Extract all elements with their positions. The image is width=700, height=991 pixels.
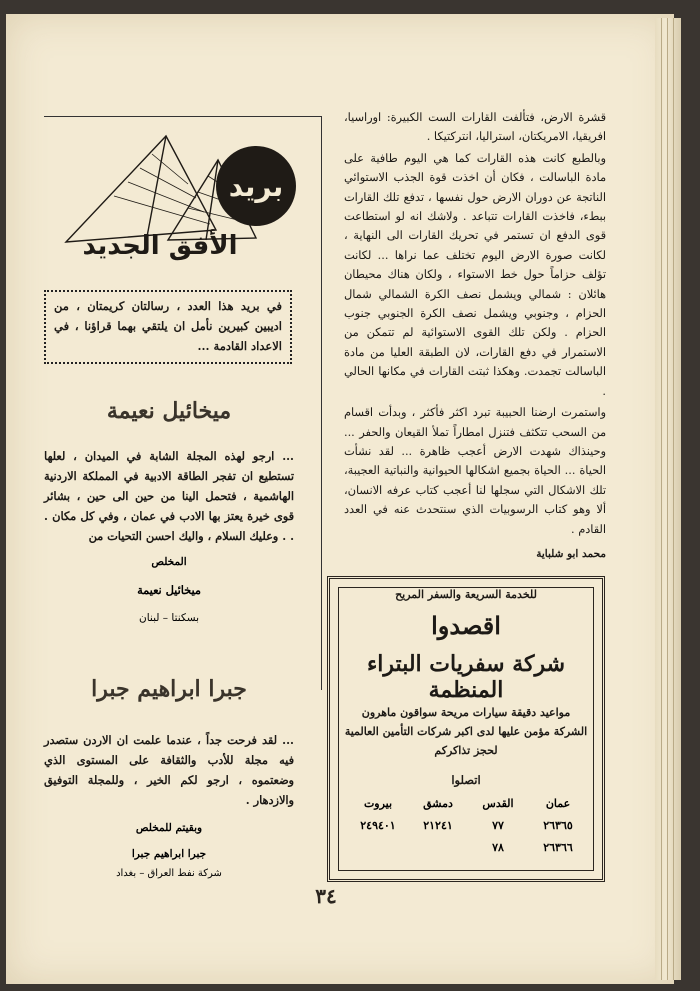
ad-body-text: مواعيد دقيقة سيارات مريحة سواقون ماهرون الشركة مؤمن عليها لدى اكبر شركات التأمين العالمية لحجز تذاكركم <box>344 706 588 757</box>
letter-heading-jabra: جبرا ابراهيم جبرا <box>91 676 247 702</box>
mail-intro-box: في بريد هذا العدد ، رسالتان كريمتان ، من اديبين كبيرين نأمل ان يلتقي بهما قراؤنا ، في الاعداد القادمة ... <box>44 290 292 364</box>
mail-section-logo <box>48 130 300 262</box>
phone-cell: ٧٨ <box>492 841 504 854</box>
article-paragraph: واستمرت ارضنا الحبيبة تبرد اكثر فأكثر ، وبدأت اقسام من السحب تتكثف فتنزل امطاراً تملأ القيعان والحفر ... وحينذاك شهدت الارض أعجب ظاهرة ... لقد نشأت الحياة ... الحياة بجميع اشكالها الحيوانية والنباتية العجيبة، تلك الاشكال التي سجلها لنا أعجب كتاب عرفه الانسان، ألا وهو كتاب الرسوبيات الذي سنتحدث عنه في العدد القادم . <box>344 406 606 536</box>
city-cell: بيروت <box>363 797 393 810</box>
phone-cell: ٢٦٣٦٥ <box>543 819 573 832</box>
table-row <box>348 841 588 863</box>
letter-heading-naimy: ميخائيل نعيمة <box>106 398 232 424</box>
article-paragraph: قشرة الارض، فتألفت القارات الست الكبيرة: اوراسيا، افريقيا، الامريكتان، استراليا، انتركتيكا . <box>344 111 606 144</box>
letter-closing: المخلص <box>151 556 187 568</box>
city-cell: القدس <box>482 797 514 810</box>
ad-contact-label: اتصلوا <box>451 773 481 787</box>
table-row <box>348 797 588 819</box>
article-author: محمد ابو شلباية <box>536 548 606 560</box>
logo-word-bareed: بريد <box>228 170 284 203</box>
phone-cell: ٢٦٣٦٦ <box>543 841 573 854</box>
city-cell: عمان <box>545 797 571 810</box>
article-paragraph: وبالطبع كانت هذه القارات كما هي اليوم طافية على مادة الباسالت ، فكان أن اخذت قوة الجذب الاستوائي الناتجة عن دوران الارض حول نفسها ، تدفع تلك القارات ببطء، فاخذت القارات تتباعد . ولاشك انه لو استطاعت قوى الدفع ان تستمر في تحريك القارات الى النهاية ، لكانت صورة الارض اليوم تختلف عما نراها ... لكانت تؤلف حزاماً حول خط الاستواء ، ولكان هناك محيطان هائلان : شمالي ويشمل نصف الكرة الشمالي شمال الحزام ، وجنوبي ويشمل نصف الكرة الجنوبي جنوب الحزام . ولكن تلك القوى الاستوائية لم تتمكن من الاستمرار في دفع القارات، لان الطبقة العليا من مادة الباسالت تجمدت. وهكذا ثبتت القارات في مكانها الحالي . <box>344 151 606 398</box>
letter-signature: ميخائيل نعيمة <box>137 583 201 597</box>
ad-tagline: للخدمة السريعة والسفر المريح <box>395 588 537 601</box>
page-number: ٣٤ <box>315 884 337 908</box>
column-divider <box>321 116 322 690</box>
logo-word-ufq: الأفق الجديد <box>82 231 238 261</box>
letter-body-jabra: ... لقد فرحت جداً ، عندما علمت ان الاردن ستصدر فيه مجلة للأدب والثقافة على المستوى الذي وضعتموه ، ارجو لكم الخير ، وللمجلة التوفيق والازدهار . <box>44 733 294 807</box>
table-row <box>348 819 588 841</box>
ad-phone-table <box>348 797 588 863</box>
letter-signature: جبرا ابراهيم جبرا <box>131 848 207 860</box>
city-cell: دمشق <box>423 797 453 810</box>
letter-closing: وبقيتم للمخلص <box>135 822 203 834</box>
page-edge <box>655 18 681 980</box>
article-continuation <box>344 108 606 541</box>
phone-cell: ٢١٢٤١ <box>423 819 453 832</box>
letter-place: شركة نفط العراق – بغداد <box>116 868 222 879</box>
letter-body-naimy: ... ارجو لهذه المجلة الشابة في الميدان ، لعلها تستطيع ان تفجر الطاقة الادبية في المملكة الاردنية الهاشمية ، فتحمل الينا من حين الى حين ، بشائر قوى خيرة يعتز بها الادب في عمان ، وفي كل مكان . . . وعليك السلام ، واليك احسن التحيات من <box>44 449 294 543</box>
phone-cell <box>348 841 408 863</box>
ad-headline: اقصدوا <box>431 611 501 640</box>
phone-cell: ٢٤٩٤٠١ <box>360 819 396 832</box>
travel-company-ad <box>327 576 605 882</box>
letter-place: بسكنتا – لبنان <box>139 612 199 624</box>
phone-cell <box>408 841 468 863</box>
phone-cell: ٧٧ <box>492 819 504 832</box>
ad-company-name: شركة سفريات البتراء المنظمة <box>366 651 566 703</box>
section-top-rule <box>44 116 321 117</box>
